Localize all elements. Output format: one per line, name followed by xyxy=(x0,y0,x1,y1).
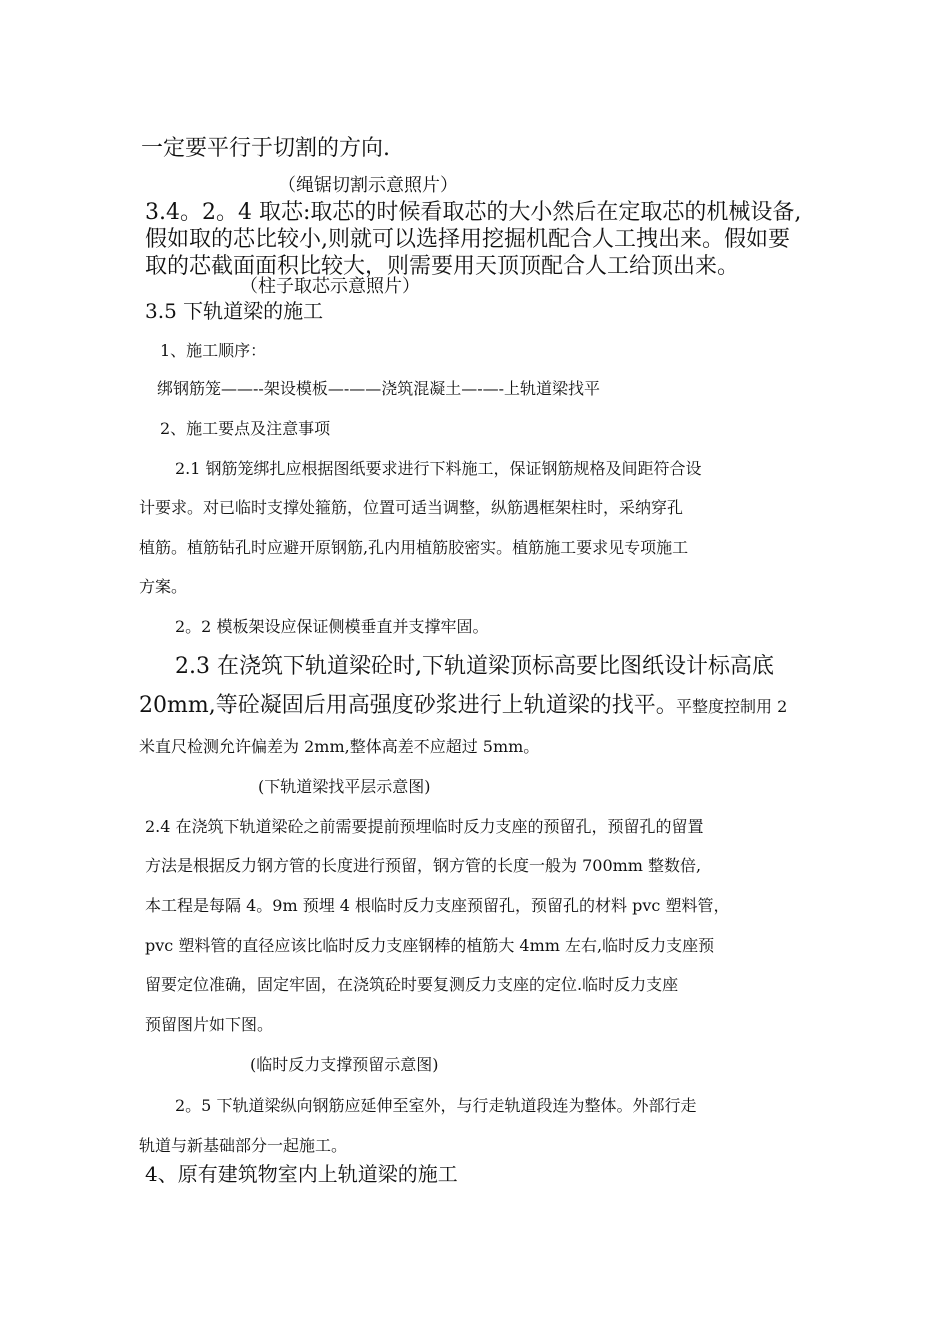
paragraph-line: 植筋。植筋钻孔时应避开原钢筋,孔内用植筋胶密实。植筋施工要求见专项施工 xyxy=(139,538,689,557)
paragraph-line: 一定要平行于切割的方向. xyxy=(141,136,390,161)
paragraph-line: 2。2 模板架设应保证侧模垂直并支撑牢固。 xyxy=(175,617,489,636)
paragraph-line: 轨道与新基础部分一起施工。 xyxy=(139,1136,348,1155)
photo-caption: （绳锯切割示意照片） xyxy=(278,175,458,196)
paragraph-line: 本工程是每隔 4。9m 预埋 4 根临时反力支座预留孔，预留孔的材料 pvc 塑料管， xyxy=(145,896,730,915)
procedure-sequence: 绑钢筋笼——--架设模板—-——浇筑混凝土—-—-上轨道梁找平 xyxy=(157,379,601,398)
paragraph-line: 留要定位准确，固定牢固，在浇筑砼时要复测反力支座的定位.临时反力支座 xyxy=(145,975,679,994)
paragraph-line: 米直尺检测允许偏差为 2mm,整体高差不应超过 5mm。 xyxy=(139,737,540,756)
paragraph-line: 平整度控制用 2 xyxy=(676,697,788,716)
paragraph-line: 2.1 钢筋笼绑扎应根据图纸要求进行下料施工，保证钢筋规格及间距符合设 xyxy=(175,459,702,478)
paragraph-line: 2.4 在浇筑下轨道梁砼之前需要提前预埋临时反力支座的预留孔，预留孔的留置 xyxy=(145,817,704,836)
paragraph-line: 方法是根据反力钢方管的长度进行预留，钢方管的长度一般为 700mm 整数倍, xyxy=(145,856,702,875)
section-heading: 4、原有建筑物室内上轨道梁的施工 xyxy=(145,1162,458,1186)
figure-caption: (下轨道梁找平层示意图) xyxy=(258,777,431,796)
paragraph-line: 假如取的芯比较小,则就可以选择用挖掘机配合人工拽出来。假如要 xyxy=(145,227,790,252)
paragraph-line: 预留图片如下图。 xyxy=(145,1015,274,1034)
sub-heading: 1、施工顺序： xyxy=(160,341,267,360)
paragraph-line: 2。5 下轨道梁纵向钢筋应延伸至室外，与行走轨道段连为整体。外部行走 xyxy=(175,1096,697,1115)
paragraph-line: 3.4。2。4 取芯:取芯的时候看取芯的大小然后在定取芯的机械设备, xyxy=(145,200,802,225)
paragraph-line: 计要求。对已临时支撑处箍筋，位置可适当调整，纵筋遇框架柱时，采纳穿孔 xyxy=(139,498,684,517)
paragraph-line: 20mm,等砼凝固后用高强度砂浆进行上轨道梁的找平。 xyxy=(139,693,678,718)
section-heading: 3.5 下轨道梁的施工 xyxy=(145,299,324,323)
paragraph-line: 2.3 在浇筑下轨道梁砼时,下轨道梁顶标高要比图纸设计标高底 xyxy=(175,654,774,679)
paragraph-line: 取的芯截面面积比较大，则需要用天顶顶配合人工给顶出来。 xyxy=(145,254,740,279)
sub-heading: 2、施工要点及注意事项 xyxy=(160,419,331,438)
photo-caption: （柱子取芯示意照片） xyxy=(240,276,420,297)
paragraph-line: pvc 塑料管的直径应该比临时反力支座钢棒的植筋大 4mm 左右,临时反力支座预 xyxy=(145,936,715,955)
paragraph-line: 方案。 xyxy=(139,577,188,596)
figure-caption: (临时反力支撑预留示意图) xyxy=(250,1055,439,1074)
